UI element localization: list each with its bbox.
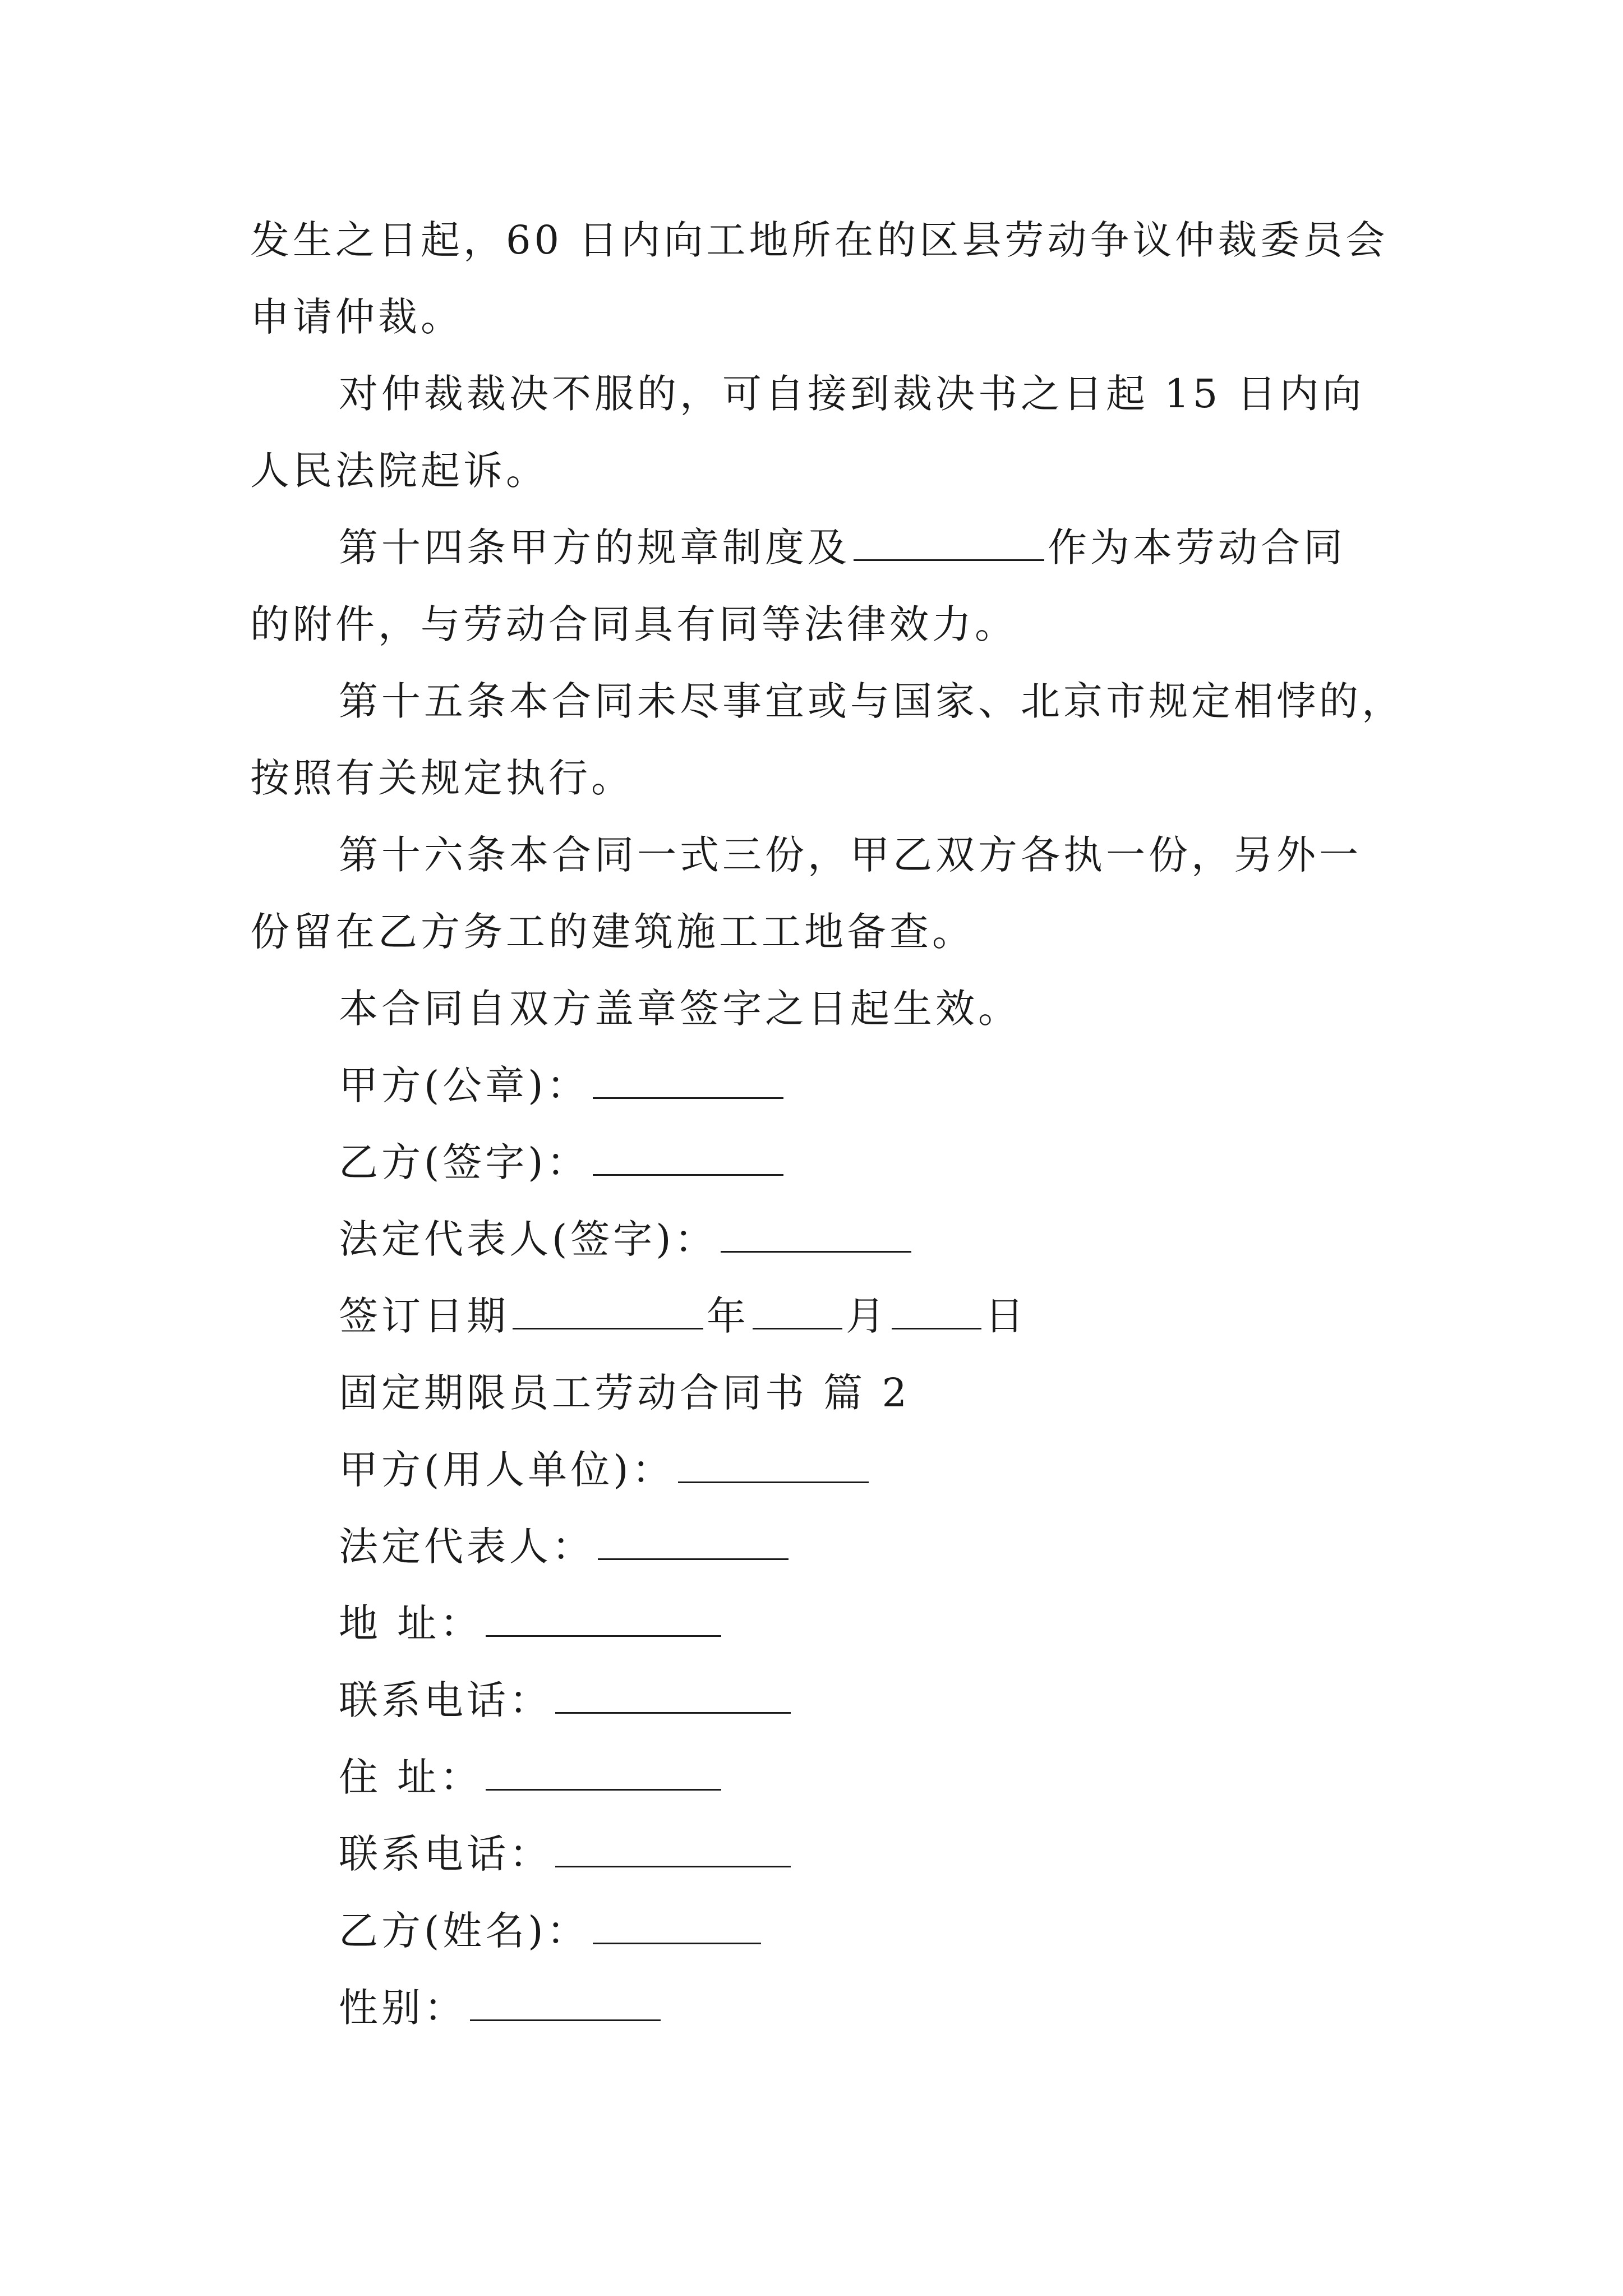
article-14-text-a: 第十四条甲方的规章制度及	[339, 524, 850, 570]
text-line: 发生之日起，60 日内向工地所在的区县劳动争议仲裁委员会	[250, 217, 1389, 263]
blank-line	[486, 1602, 721, 1637]
text-line: 对仲裁裁决不服的，可自接到裁决书之日起 15 日内向	[339, 371, 1365, 417]
party-a-seal-label: 甲方(公章)：	[339, 1062, 589, 1108]
text-line: 本合同自双方盖章签字之日起生效。	[339, 986, 1021, 1032]
blank-line	[721, 1217, 911, 1253]
legal-rep-sign-field	[250, 1201, 1389, 1278]
blank-line	[593, 1140, 783, 1176]
text-line: 人民法院起诉。	[250, 448, 548, 494]
phone-label: 联系电话：	[339, 1677, 552, 1723]
text-line: 申请仲裁。	[250, 294, 463, 340]
article-14-text-b: 作为本劳动合同	[1048, 524, 1346, 570]
party-b-sign-field	[250, 1124, 1389, 1201]
text-line: 第十六条本合同一式三份，甲乙双方各执一份，另外一	[339, 832, 1362, 878]
text-line: 第十五条本合同未尽事宜或与国家、北京市规定相悖的，	[339, 678, 1404, 724]
blank-line	[892, 1294, 981, 1329]
blank-line	[513, 1294, 703, 1329]
blank-line	[753, 1294, 842, 1329]
party-b-sign-label: 乙方(签字)：	[339, 1139, 589, 1185]
employer-field	[250, 1432, 1389, 1508]
blank-line	[555, 1832, 791, 1867]
blank-line	[598, 1525, 789, 1560]
legal-rep-field	[250, 1508, 1389, 1585]
residence-field	[250, 1739, 1389, 1816]
party-b-name-label: 乙方(姓名)：	[339, 1908, 589, 1954]
blank-line	[678, 1448, 869, 1483]
blank-line	[854, 526, 1044, 561]
blank-line	[486, 1755, 721, 1791]
address-label: 地 址：	[339, 1600, 483, 1646]
blank-line	[470, 1986, 661, 2021]
gender-label: 性别：	[339, 1985, 467, 2031]
article-14-line	[250, 509, 1389, 586]
legal-rep-sign-label: 法定代表人(签字)：	[339, 1216, 717, 1262]
legal-rep-label: 法定代表人：	[339, 1524, 594, 1570]
phone-field	[250, 1662, 1389, 1739]
text-line: 份留在乙方务工的建筑施工工地备查。	[250, 909, 975, 955]
residence-label: 住 址：	[339, 1754, 483, 1800]
party-a-seal-field	[250, 1047, 1389, 1124]
blank-line	[555, 1678, 791, 1714]
section-2-title: 固定期限员工劳动合同书 篇 2	[339, 1370, 911, 1416]
day-label: 日	[985, 1293, 1027, 1339]
sign-date-field	[250, 1278, 1389, 1355]
blank-line	[593, 1909, 761, 1944]
text-line: 的附件，与劳动合同具有同等法律效力。	[250, 601, 1017, 647]
document-body	[250, 202, 1404, 2046]
gender-field	[250, 1970, 1389, 2046]
blank-line	[593, 1064, 783, 1099]
text-line: 按照有关规定执行。	[250, 755, 634, 801]
phone-field	[250, 1816, 1389, 1893]
year-label: 年	[707, 1293, 749, 1339]
phone-label: 联系电话：	[339, 1831, 552, 1877]
employer-label: 甲方(用人单位)：	[339, 1447, 675, 1493]
sign-date-label: 签订日期	[339, 1293, 509, 1339]
address-field	[250, 1585, 1389, 1662]
month-label: 月	[846, 1293, 888, 1339]
party-b-name-field	[250, 1893, 1389, 1970]
